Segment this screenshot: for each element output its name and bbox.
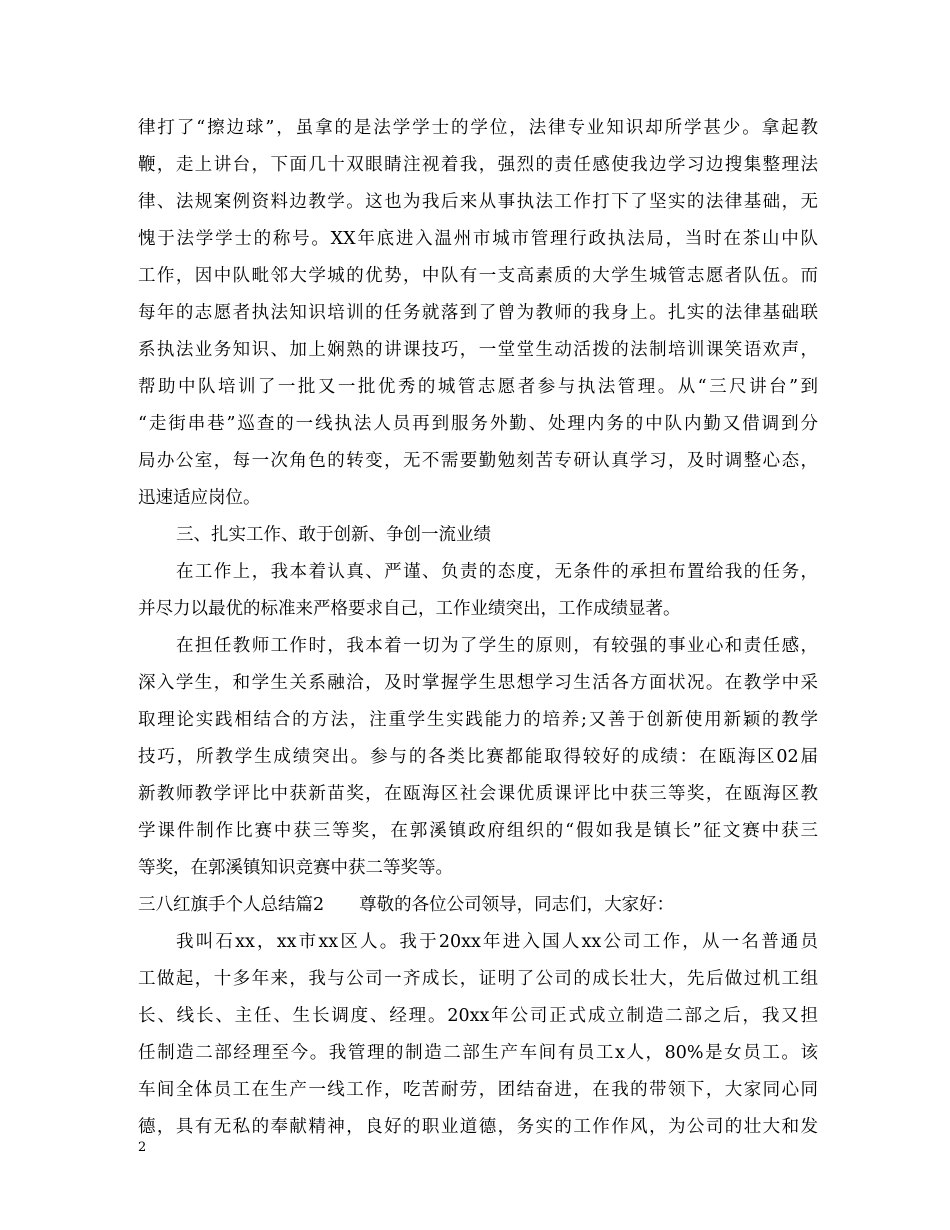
text-line: 在工作上，我本着认真、严谨、负责的态度，无条件的承担布置给我的任务， <box>176 562 818 582</box>
text-line: 新教师教学评比中获新苗奖，在瓯海区社会课优质课评比中获三等奖，在瓯海区教 <box>138 784 818 804</box>
text-line: 长、线长、主任、生长调度、经理。20xx年公司正式成立制造二部之后，我又担 <box>138 1006 818 1026</box>
text-line: 迅速适应岗位。 <box>138 488 261 508</box>
text-line: 德，具有无私的奉献精神，良好的职业道德，务实的工作作风，为公司的壮大和发 <box>138 1117 818 1137</box>
text-line: 帮助中队培训了一批又一批优秀的城管志愿者参与执法管理。从“三尺讲台”到 <box>138 377 818 397</box>
text-line: 系执法业务知识、加上娴熟的讲课技巧，一堂堂生动活拨的法制培训课笑语欢声， <box>138 340 818 360</box>
text-line: 车间全体员工在生产一线工作，吃苦耐劳，团结奋进，在我的带领下，大家同心同 <box>138 1080 818 1100</box>
text-line: 我叫石xx，xx市xx区人。我于20xx年进入国人xx公司工作，从一名普通员 <box>176 932 818 952</box>
text-line: 愧于法学学士的称号。XX年底进入温州市城市管理行政执法局，当时在茶山中队 <box>138 229 818 249</box>
text-line: 每年的志愿者执法知识培训的任务就落到了曾为教师的我身上。扎实的法律基础联 <box>138 303 818 323</box>
text-line: 任制造二部经理至今。我管理的制造二部生产车间有员工x人，80%是女员工。该 <box>138 1043 818 1063</box>
text-line: 并尽力以最优的标准来严格要求自己，工作业绩突出，工作成绩显著。 <box>138 599 681 619</box>
page-number: 2 <box>138 1140 147 1155</box>
text-line: 深入学生，和学生关系融洽，及时掌握学生思想学习生活各方面状况。在教学中采 <box>138 673 818 693</box>
text-line: 鞭，走上讲台，下面几十双眼睛注视着我，强烈的责任感使我边学习边搜集整理法 <box>138 155 818 175</box>
text-line: “走街串巷”巡查的一线执法人员再到服务外勤、处理内务的中队内勤又借调到分 <box>138 414 818 434</box>
text-line: 律打了“擦边球”，虽拿的是法学学士的学位，法律专业知识却所学甚少。拿起教 <box>138 118 818 138</box>
text-line: 工作，因中队毗邻大学城的优势，中队有一支高素质的大学生城管志愿者队伍。而 <box>138 266 818 286</box>
text-line: 局办公室，每一次角色的转变，无不需要勤勉刻苦专研认真学习，及时调整心态， <box>138 451 818 471</box>
text-line: 工做起，十多年来，我与公司一齐成长，证明了公司的成长壮大，先后做过机工组 <box>138 969 818 989</box>
text-line: 取理论实践相结合的方法，注重学生实践能力的培养;又善于创新使用新颖的教学 <box>138 710 818 730</box>
text-line: 在担任教师工作时，我本着一切为了学生的原则，有较强的事业心和责任感， <box>176 636 818 656</box>
text-line: 技巧，所教学生成绩突出。参与的各类比赛都能取得较好的成绩：在瓯海区02届 <box>138 747 818 767</box>
section-heading: 三、扎实工作、敢于创新、争创一流业绩 <box>176 525 491 545</box>
text-line: 学课件制作比赛中获三等奖，在郭溪镇政府组织的“假如我是镇长”征文赛中获三 <box>138 821 818 841</box>
section-heading: 三八红旗手个人总结篇2 尊敬的各位公司领导，同志们，大家好： <box>138 895 675 915</box>
text-line: 律、法规案例资料边教学。这也为我后来从事执法工作打下了坚实的法律基础，无 <box>138 192 818 212</box>
text-line: 等奖，在郭溪镇知识竞赛中获二等奖等。 <box>138 858 453 878</box>
